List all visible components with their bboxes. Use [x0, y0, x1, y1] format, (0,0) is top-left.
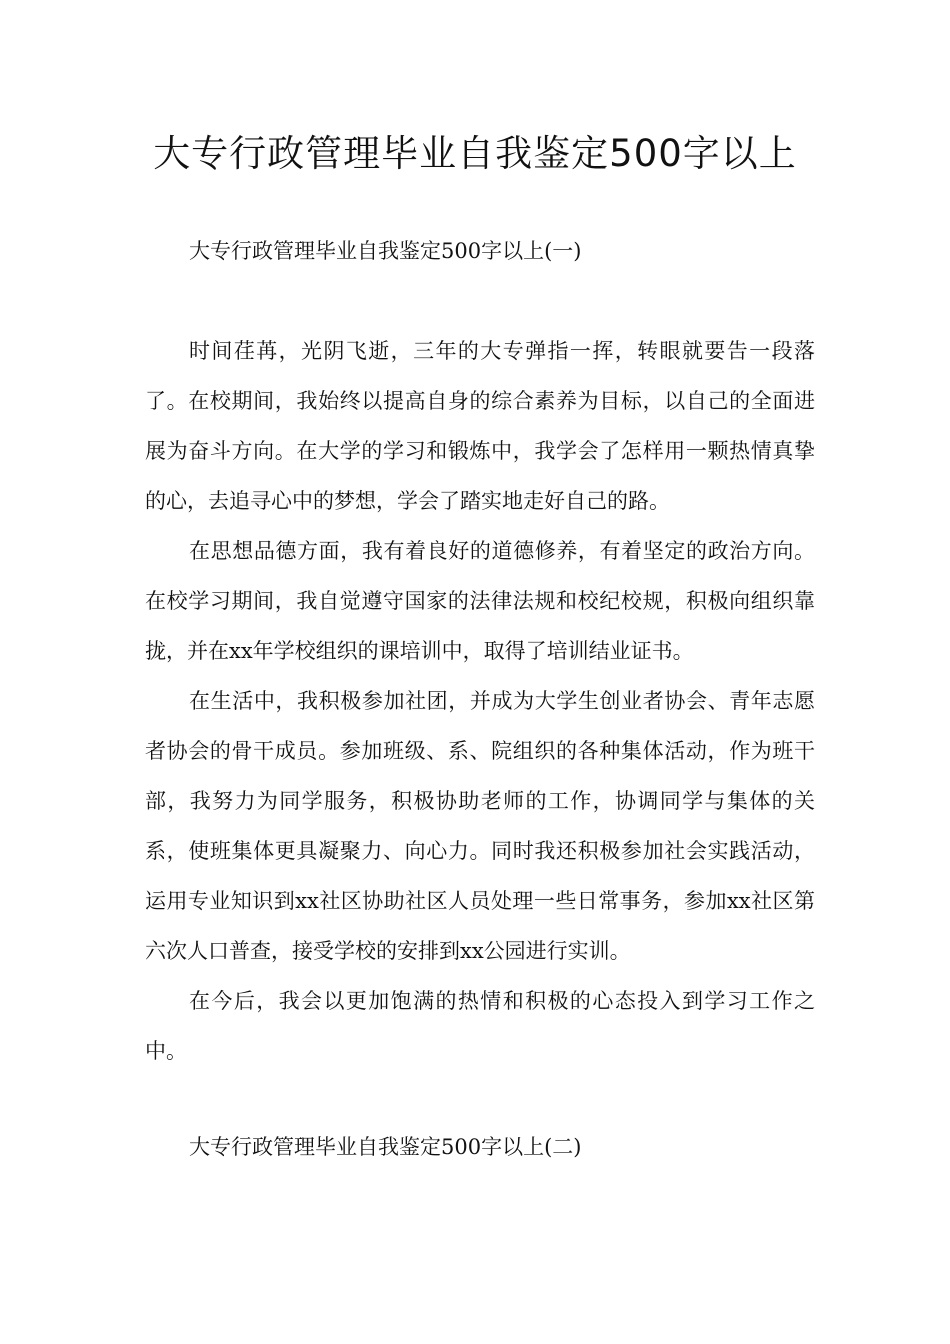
paragraph-ideology: 在思想品德方面，我有着良好的道德修养，有着坚定的政治方向。在校学习期间，我自觉遵守国家的法律法规和校纪校规，积极向组织靠拢，并在xx年学校组织的课培训中，取得了培训结业证书。 [145, 539, 815, 663]
paragraph-future: 在今后，我会以更加饱满的热情和积极的心态投入到学习工作之中。 [145, 989, 815, 1063]
section-heading-two: 大专行政管理毕业自我鉴定500字以上(二) [189, 1135, 582, 1159]
section-heading-one: 大专行政管理毕业自我鉴定500字以上(一) [189, 239, 582, 263]
document-title: 大专行政管理毕业自我鉴定500字以上 [153, 132, 797, 175]
document-body [145, 326, 815, 1076]
paragraph-intro: 时间荏苒，光阴飞逝，三年的大专弹指一挥，转眼就要告一段落了。在校期间，我始终以提高自身的综合素养为目标，以自己的全面进展为奋斗方向。在大学的学习和锻炼中，我学会了怎样用一颗热情真挚的心，去追寻心中的梦想，学会了踏实地走好自己的路。 [145, 339, 815, 513]
paragraph-life: 在生活中，我积极参加社团，并成为大学生创业者协会、青年志愿者协会的骨干成员。参加班级、系、院组织的各种集体活动，作为班干部，我努力为同学服务，积极协助老师的工作，协调同学与集体的关系，使班集体更具凝聚力、向心力。同时我还积极参加社会实践活动，运用专业知识到xx社区协助社区人员处理一些日常事务，参加xx社区第六次人口普查，接受学校的安排到xx公园进行实训。 [145, 689, 815, 963]
